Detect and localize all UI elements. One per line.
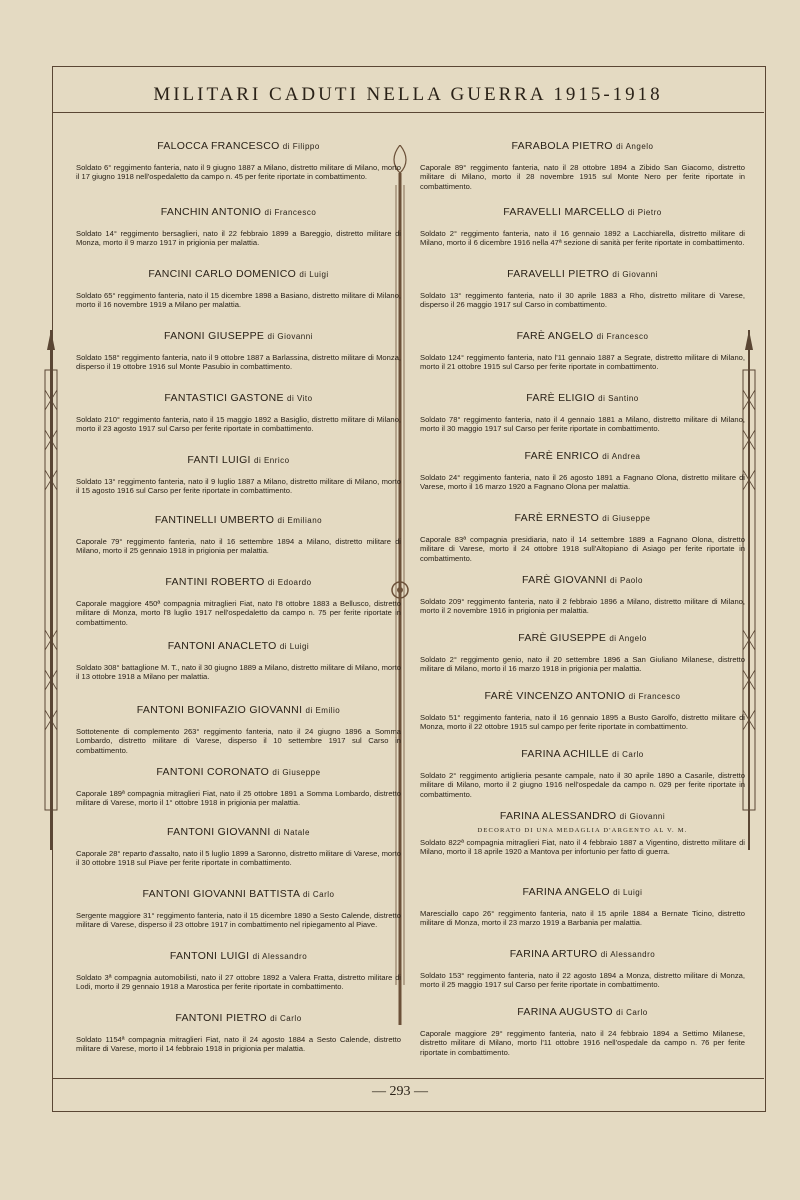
footer-divider [52,1078,764,1079]
left-ornament-icon [40,330,62,850]
entry-name [76,268,401,280]
entry-father: di Pietro [627,208,662,217]
entry-name [76,330,401,342]
entry-surname: FARÈ GIUSEPPE [518,632,607,644]
entry-name [420,512,745,524]
roll-entry [76,330,401,372]
entry-name [420,450,745,462]
entry-surname: FANTONI ANACLETO [167,640,277,652]
roll-entry [76,1012,401,1054]
entry-surname: FALOCCA FRANCESCO [157,140,280,152]
entry-text: Soldato 14° reggimento bersaglieri, nato il 22 febbraio 1899 a Bareggio, distretto militare di Monza, morto il 9 marzo 1917 in prigionia per malattia. [76,229,401,248]
entry-surname: FANTONI CORONATO [156,766,270,778]
entry-surname: FARINA ACHILLE [521,748,609,760]
entry-father: di Enrico [254,456,290,465]
entry-text: Maresciallo capo 26° reggimento fanteria, nato il 15 aprile 1884 a Bernate Ticino, distretto militare di Monza, morto il 23 marzo 1919 a Barbania per malattia. [420,909,745,928]
entry-surname: FARAVELLI PIETRO [507,268,610,280]
entry-father: di Natale [273,828,310,837]
roll-entry [76,268,401,310]
entry-name [420,810,745,822]
entry-father: di Francesco [596,332,649,341]
entry-text: Sottotenente di complemento 263° reggimento fanteria, nato il 24 giugno 1896 a Somma Lombardo, distretto militare di Varese, disperso il 10 settembre 1917 sul Carso in combattimento. [76,727,401,755]
roll-entry [420,140,745,191]
entry-text: Caporale 83ª compagnia presidiaria, nato il 14 settembre 1889 a Fagnano Olona, distretto militare di Varese, morto il 24 ottobre 1918 sull'Altopiano di Asiago per ferite riportate in combattimento. [420,535,745,563]
entry-text: Caporale 79° reggimento fanteria, nato il 16 settembre 1894 a Milano, distretto militare di Milano, morto il 25 gennaio 1918 in prigionia per malattia. [76,537,401,556]
roll-entry [76,704,401,755]
entry-father: di Andrea [602,452,641,461]
roll-entry [420,948,745,990]
entry-text: Soldato 13° reggimento fanteria, nato il 9 luglio 1887 a Milano, distretto militare di Milano, morto il 15 agosto 1916 sul Carso per ferite riportate in combattimento. [76,477,401,496]
entry-name [420,690,745,702]
entry-surname: FANTI LUIGI [187,454,251,466]
entry-surname: FANTONI LUIGI [169,950,250,962]
roll-entry [420,886,745,928]
entry-surname: FARÈ ELIGIO [526,392,595,404]
entry-text: Soldato 24° reggimento fanteria, nato il 26 agosto 1891 a Fagnano Olona, distretto militare di Varese, morto il 16 marzo 1920 a Fagnano Olona per malattia. [420,473,745,492]
entry-name [76,888,401,900]
roll-entry [76,826,401,868]
roll-entry [76,640,401,682]
entry-surname: FANCHIN ANTONIO [160,206,262,218]
entry-name [420,206,745,218]
entry-father: di Santino [598,394,639,403]
entry-text: Soldato 308° battaglione M. T., nato il 30 giugno 1889 a Milano, distretto militare di Milano, morto il 13 ottobre 1918 a Milano per malattia. [76,663,401,682]
entry-name [76,392,401,404]
entry-text: Soldato 2° reggimento fanteria, nato il 16 gennaio 1892 a Lacchiarella, distretto militare di Milano, morto il 6 dicembre 1916 nella 47ª sezione di sanità per ferite riportate in combattimento. [420,229,745,248]
entry-father: di Francesco [264,208,317,217]
roll-entry [420,748,745,799]
entry-father: di Giovanni [619,812,666,821]
entry-surname: FANCINI CARLO DOMENICO [148,268,297,280]
roll-entry [420,690,745,732]
entry-text: Soldato 3ª compagnia automobilisti, nato il 27 ottobre 1892 a Valera Fratta, distretto militare di Lodi, morto il 29 gennaio 1918 a Marostica per ferite riportate in combattimento. [76,973,401,992]
entry-text: Caporale maggiore 29° reggimento fanteria, nato il 24 febbraio 1894 a Settimo Milanese, distretto militare di Milano, morto l'11 ottobre 1916 nell'ospedale da campo n. 76 per ferite riportate in combattimento. [420,1029,745,1057]
entry-text: Soldato 2° reggimento artiglieria pesante campale, nato il 30 aprile 1890 a Casarile, distretto militare di Milano, morto il 2 giugno 1916 nell'ospedale da campo n. 029 per ferite riportate in combattimento. [420,771,745,799]
entry-name [76,826,401,838]
entry-name [420,574,745,586]
roll-entry [420,574,745,616]
roll-entry [420,268,745,310]
entry-surname: FARÈ VINCENZO ANTONIO [484,690,626,702]
entry-surname: FARÈ ERNESTO [514,512,600,524]
page-number: — 293 — [372,1084,428,1099]
entry-name [420,886,745,898]
entry-surname: FANTINI ROBERTO [165,576,265,588]
roll-entry [420,512,745,563]
entry-father: di Angelo [616,142,654,151]
entry-name [76,704,401,716]
entry-name [420,392,745,404]
entry-father: di Giuseppe [602,514,651,523]
entry-name [76,206,401,218]
roll-entry [76,392,401,434]
entry-text: Soldato 65° reggimento fanteria, nato il 15 dicembre 1898 a Basiano, distretto militare di Milano, morto il 16 novembre 1919 a Milano per malattia. [76,291,401,310]
entry-text: Soldato 1154ª compagnia mitraglieri Fiat, nato il 24 agosto 1884 a Sesto Calende, distretto militare di Varese, morto il 14 febbraio 1918 in prigionia per malattia. [76,1035,401,1054]
entry-surname: FANTONI GIOVANNI [167,826,271,838]
roll-entry [76,140,401,182]
entry-text: Soldato 6° reggimento fanteria, nato il 9 giugno 1887 a Milano, distretto militare di Milano, morto il 17 giugno 1918 nell'ospedaletto da campo n. 45 per ferite riportate in combattimento. [76,163,401,182]
entry-text: Sergente maggiore 31° reggimento fanteria, nato il 15 dicembre 1890 a Sesto Calende, distretto militare di Varese, disperso il 23 ottobre 1917 in combattimento nel ripiegamento al Piave. [76,911,401,930]
page-title: MILITARI CADUTI NELLA GUERRA 1915-1918 [52,78,764,113]
entry-surname: FARINA ALESSANDRO [499,810,617,822]
entry-father: di Francesco [628,692,681,701]
entry-surname: FARÈ ANGELO [516,330,594,342]
entry-text: Soldato 158° reggimento fanteria, nato il 9 ottobre 1887 a Barlassina, distretto militare di Monza, disperso il 19 ottobre 1916 sul Monte Pasubio in combattimento. [76,353,401,372]
entry-name [76,140,401,152]
entry-name [76,514,401,526]
entry-father: di Carlo [302,890,335,899]
entry-father: di Luigi [299,270,329,279]
entry-surname: FARINA ANGELO [522,886,610,898]
entry-father: di Paolo [610,576,643,585]
entry-father: di Emilio [305,706,341,715]
entry-surname: FANONI GIUSEPPE [164,330,265,342]
entry-father: di Carlo [612,750,644,759]
entry-name [420,1006,745,1018]
entry-text: Soldato 2° reggimento genio, nato il 20 settembre 1896 a San Giuliano Milanese, distretto militare di Milano, morto il 16 marzo 1918 in prigionia per malattia. [420,655,745,674]
entry-surname: FARINA ARTURO [509,948,598,960]
entry-name [76,950,401,962]
entry-text: Soldato 209° reggimento fanteria, nato il 2 febbraio 1896 a Milano, distretto militare di Milano, morto il 2 novembre 1916 in prigionia per malattia. [420,597,745,616]
entry-surname: FARÈ GIOVANNI [522,574,607,586]
entry-surname: FARÈ ENRICO [524,450,599,462]
roll-entry [420,1006,745,1057]
entry-name [420,632,745,644]
roll-entry [420,632,745,674]
entry-surname: FANTINELLI UMBERTO [154,514,275,526]
entry-father: di Luigi [613,888,643,897]
entry-surname: FARAVELLI MARCELLO [503,206,625,218]
entry-name [420,140,745,152]
entry-father: di Emiliano [277,516,323,525]
roll-entry [76,576,401,627]
entry-father: di Giovanni [267,332,313,341]
entry-name [420,268,745,280]
entry-text: Soldato 822ª compagnia mitraglieri Fiat, nato il 4 febbraio 1887 a Vigentino, distretto militare di Milano, morto il 18 aprile 1920 a Mantova per infortunio per fatto di guerra. [420,838,745,857]
entry-father: di Edoardo [267,578,312,587]
entry-surname: FARABOLA PIETRO [511,140,613,152]
entry-text: Soldato 153° reggimento fanteria, nato il 22 agosto 1894 a Monza, distretto militare di Monza, morto il 25 maggio 1917 sul Carso per ferite riportate in combattimento. [420,971,745,990]
entry-father: di Vito [287,394,313,403]
roll-entry [420,392,745,434]
entry-decoration-note: DECORATO DI UNA MEDAGLIA D'ARGENTO AL V. M. [477,827,688,834]
roll-entry [76,206,401,248]
entry-text: Caporale 189ª compagnia mitraglieri Fiat, nato il 25 ottobre 1891 a Somma Lombardo, distretto militare di Varese, morto il 1° ottobre 1918 in prigionia per malattia. [76,789,401,808]
entry-text: Soldato 210° reggimento fanteria, nato il 15 maggio 1892 a Basiglio, distretto militare di Milano, morto il 23 agosto 1917 sul Carso per ferite riportate in combattimento. [76,415,401,434]
roll-entry [76,950,401,992]
roll-entry [76,766,401,808]
entry-surname: FANTONI PIETRO [175,1012,267,1024]
entry-father: di Alessandro [252,952,308,961]
entry-father: di Carlo [270,1014,302,1023]
roll-entry [76,514,401,556]
entry-name [76,1012,401,1024]
entry-father: di Angelo [609,634,647,643]
entry-text: Caporale 28° reparto d'assalto, nato il 5 luglio 1899 a Saronno, distretto militare di Varese, morto il 30 ottobre 1918 sul Piave per ferite riportate in combattimento. [76,849,401,868]
entry-text: Caporale 89° reggimento fanteria, nato il 28 ottobre 1894 a Zibido San Giacomo, distretto militare di Milano, morto il 28 novembre 1915 sul Monte Nero per ferite riportate in combattimento. [420,163,745,191]
entry-father: di Carlo [616,1008,648,1017]
entry-text: Soldato 51° reggimento fanteria, nato il 16 gennaio 1895 a Busto Garolfo, distretto militare di Monza, morto il 22 ottobre 1915 sul campo per ferite riportate in combattimento. [420,713,745,732]
entry-father: di Filippo [282,142,320,151]
entry-father: di Alessandro [600,950,656,959]
entry-text: Caporale maggiore 450ª compagnia mitraglieri Fiat, nato l'8 ottobre 1883 a Bellusco, distretto militare di Monza, morto l'8 luglio 1917 nell'ospedaletto da campo n. 75 per ferite riportate in combattimento. [76,599,401,627]
entry-name [420,330,745,342]
entry-text: Soldato 124° reggimento fanteria, nato l'11 gennaio 1887 a Segrate, distretto militare di Milano, morto il 21 ottobre 1915 sul Carso per ferite riportate in combattimento. [420,353,745,372]
entry-father: di Luigi [279,642,310,651]
entry-name [420,948,745,960]
roll-entry [420,450,745,492]
entry-surname: FARINA AUGUSTO [517,1006,613,1018]
entry-surname: FANTASTICI GASTONE [164,392,284,404]
entry-surname: FANTONI BONIFAZIO GIOVANNI [136,704,303,716]
entry-name [76,576,401,588]
roll-entry [420,206,745,248]
entry-name [76,640,401,652]
entry-surname: FANTONI GIOVANNI BATTISTA [142,888,300,900]
entry-name [420,748,745,760]
entry-text: Soldato 78° reggimento fanteria, nato il 4 gennaio 1881 a Milano, distretto militare di Milano, morto il 30 maggio 1917 sul Carso per ferite riportate in combattimento. [420,415,745,434]
entry-text: Soldato 13° reggimento fanteria, nato il 30 aprile 1883 a Rho, distretto militare di Varese, disperso il 26 maggio 1917 sul Carso in combattimento. [420,291,745,310]
roll-entry [76,454,401,496]
entry-father: di Giuseppe [272,768,321,777]
roll-entry [76,888,401,930]
entry-name [76,454,401,466]
roll-entry [420,810,745,857]
entry-father: di Giovanni [612,270,658,279]
roll-entry [420,330,745,372]
entry-name [76,766,401,778]
